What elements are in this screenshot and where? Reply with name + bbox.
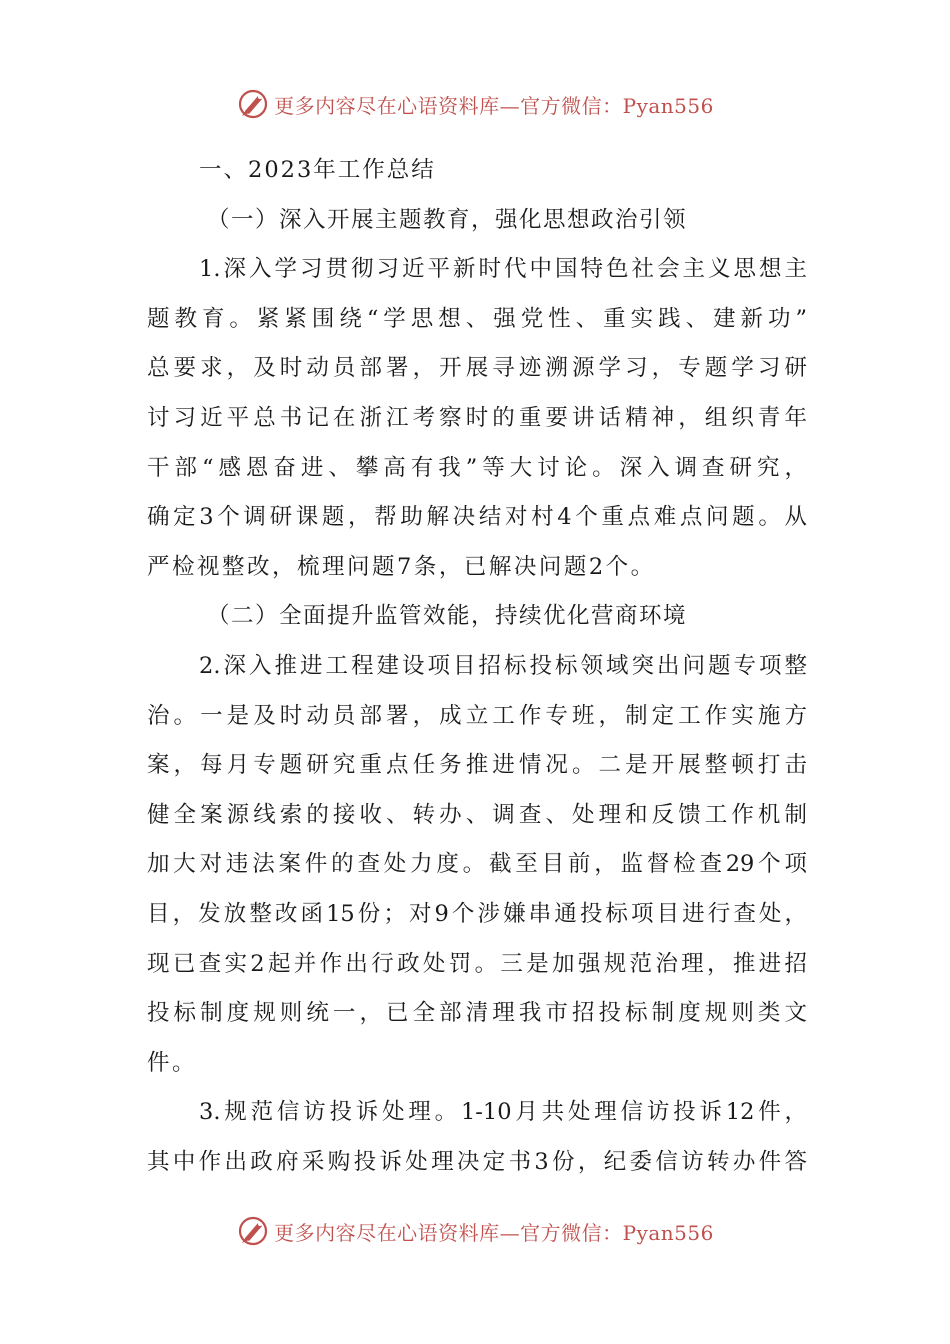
paragraph-line: 案，每月专题研究重点任务推进情况。二是开展整顿打击 <box>147 752 807 779</box>
paragraph-line: 目，发放整改函15份；对9个涉嫌串通投标项目进行查处， <box>147 900 807 927</box>
subsection-heading: （一）深入开展主题教育，强化思想政治引领 <box>207 206 688 233</box>
pen-nib-logo-icon <box>236 87 270 121</box>
paragraph-line: 件。 <box>147 1049 198 1076</box>
paragraph-line: 现已查实2起并作出行政处罚。三是加强规范治理，推进招 <box>147 950 807 977</box>
paragraph-line: 总要求，及时动员部署，开展寻迹溯源学习，专题学习研 <box>147 355 807 382</box>
subsection-heading: （二）全面提升监管效能，持续优化营商环境 <box>207 603 688 630</box>
paragraph-line: 3.规范信访投诉处理。1-10月共处理信访投诉12件， <box>199 1099 807 1126</box>
watermark-text: 更多内容尽在心语资料库—官方微信：Pyan556 <box>274 1220 714 1245</box>
watermark-banner-top <box>0 84 950 124</box>
paragraph-line: 加大对违法案件的查处力度。截至目前，监督检查29个项 <box>147 851 807 878</box>
paragraph-line: 治。一是及时动员部署，成立工作专班，制定工作实施方 <box>147 702 807 729</box>
document-body <box>147 146 807 1187</box>
section-heading: 一、2023年工作总结 <box>199 157 436 183</box>
paragraph-line: 严检视整改，梳理问题7条，已解决问题2个。 <box>147 553 656 580</box>
pen-nib-logo-icon <box>236 1214 270 1248</box>
paragraph-line: 其中作出政府采购投诉处理决定书3份，纪委信访转办件答 <box>147 1148 807 1175</box>
paragraph-line: 1.深入学习贯彻习近平新时代中国特色社会主义思想主 <box>199 256 807 283</box>
paragraph-line: 题教育。紧紧围绕“学思想、强党性、重实践、建新功” <box>147 305 807 332</box>
paragraph-line: 干部“感恩奋进、攀高有我”等大讨论。深入调查研究， <box>147 454 807 481</box>
watermark-text: 更多内容尽在心语资料库—官方微信：Pyan556 <box>274 93 714 118</box>
paragraph-line: 健全案源线索的接收、转办、调查、处理和反馈工作机制 <box>147 801 807 828</box>
watermark-banner-bottom <box>0 1211 950 1251</box>
paragraph-line: 2.深入推进工程建设项目招标投标领域突出问题专项整 <box>199 652 807 679</box>
paragraph-line: 投标制度规则统一，已全部清理我市招投标制度规则类文 <box>147 1000 807 1027</box>
paragraph-line: 讨习近平总书记在浙江考察时的重要讲话精神，组织青年 <box>147 404 807 431</box>
paragraph-line: 确定3个调研课题，帮助解决结对村4个重点难点问题。从 <box>147 504 807 531</box>
